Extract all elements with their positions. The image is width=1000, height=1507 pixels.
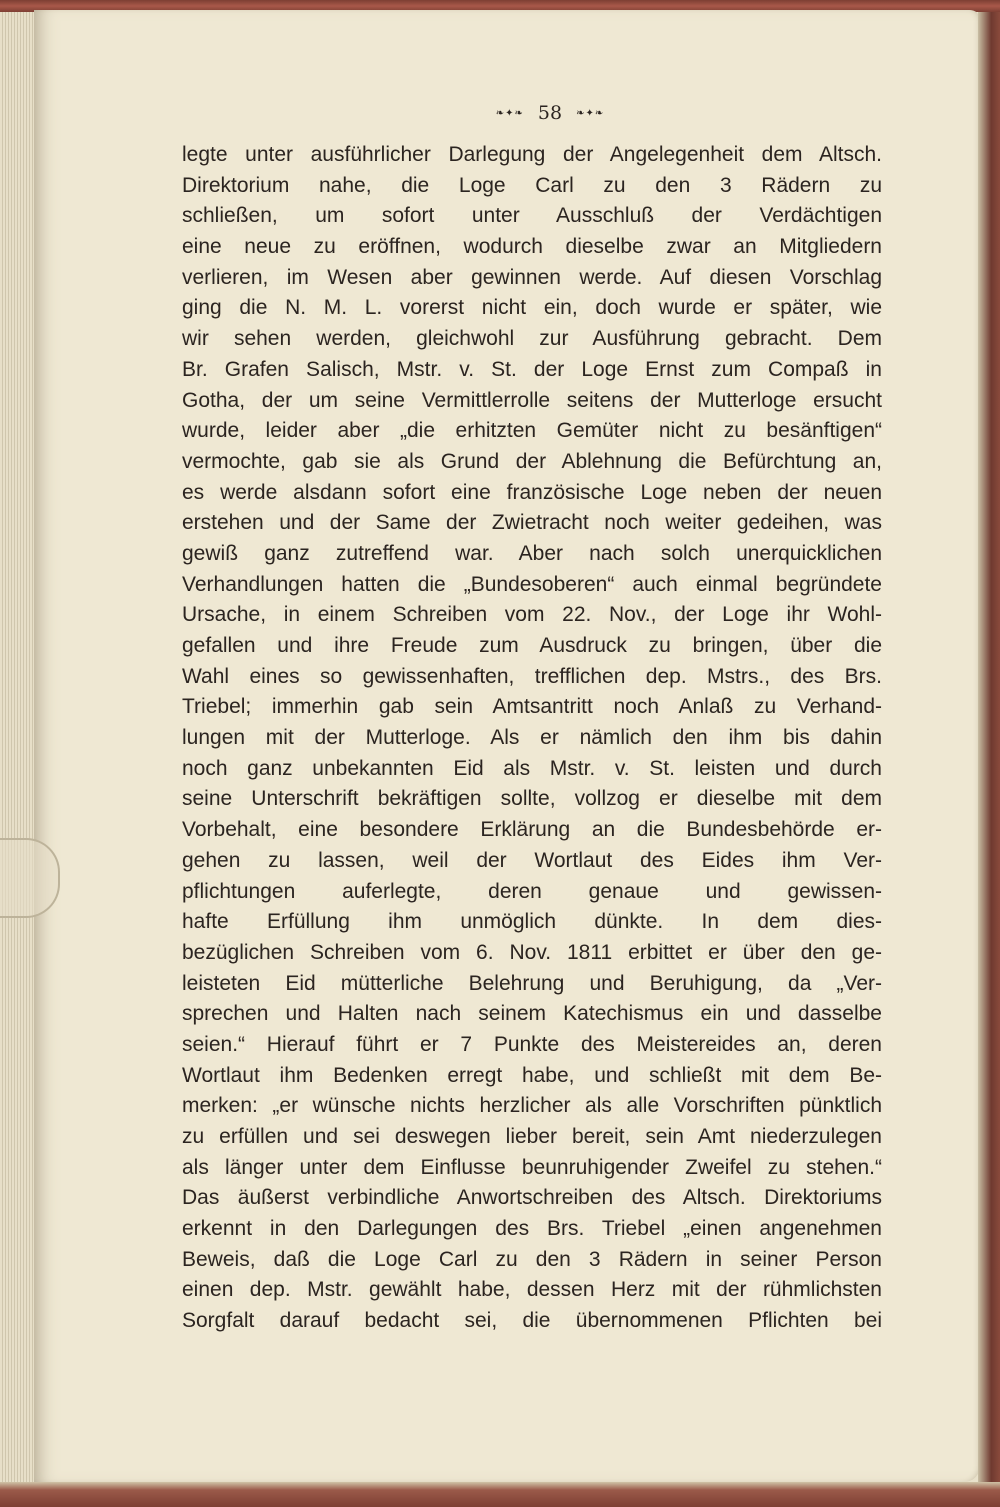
- text-line: Das äußerst verbindliche Anwortschreiben des Altsch. Direktoriums: [182, 1186, 882, 1210]
- header-ornament-right: ❧✦❧: [576, 107, 605, 119]
- page-number: 58: [537, 102, 563, 124]
- text-line: eine neue zu eröffnen, wodurch dieselbe zwar an Mitgliedern: [182, 235, 882, 259]
- text-line: erkennt in den Darlegungen des Brs. Triebel „einen angenehmen: [182, 1217, 882, 1241]
- book-cover-bottom-edge: [0, 1482, 1000, 1507]
- body-text: [182, 140, 882, 1337]
- text-line: wurde, leider aber „die erhitzten Gemüter nicht zu besänftigen“: [182, 419, 882, 443]
- text-line: bezüglichen Schreiben vom 6. Nov. 1811 erbittet er über den ge-: [182, 940, 882, 964]
- text-line: gehen zu lassen, weil der Wortlaut des Eides ihm Ver-: [182, 848, 882, 872]
- text-line: gewiß ganz zutreffend war. Aber nach solch unerquicklichen: [182, 541, 882, 565]
- text-line: Beweis, daß die Loge Carl zu den 3 Rädern in seiner Person: [182, 1247, 882, 1271]
- text-line: hafte Erfüllung ihm unmöglich dünkte. In dem dies-: [182, 910, 882, 934]
- text-line: Wahl eines so gewissenhaften, trefflichen dep. Mstrs., des Brs.: [182, 664, 882, 688]
- page-header: [470, 98, 630, 128]
- book-cover-right-edge: [978, 12, 1000, 1507]
- text-line: merken: „er wünsche nichts herzlicher als alle Vorschriften pünktlich: [182, 1094, 882, 1118]
- text-line: leisteten Eid mütterliche Belehrung und Beruhigung, da „Ver-: [182, 971, 882, 995]
- text-line: vermochte, gab sie als Grund der Ablehnung die Befürchtung an,: [182, 449, 882, 473]
- text-line: lungen mit der Mutterloge. Als er nämlich den ihm bis dahin: [182, 726, 882, 750]
- text-line: verlieren, im Wesen aber gewinnen werde. Auf diesen Vorschlag: [182, 265, 882, 289]
- text-line: Br. Grafen Salisch, Mstr. v. St. der Loge Ernst zum Compaß in: [182, 357, 882, 381]
- text-line: es werde alsdann sofort eine französische Loge neben der neuen: [182, 480, 882, 504]
- text-line: seine Unterschrift bekräftigen sollte, vollzog er dieselbe mit dem: [182, 787, 882, 811]
- text-line: gefallen und ihre Freude zum Ausdruck zu bringen, über die: [182, 634, 882, 657]
- text-line: Sorgfalt darauf bedacht sei, die übernommenen Pflichten bei: [182, 1309, 882, 1333]
- text-line: seien.“ Hierauf führt er 7 Punkte des Meistereides an, deren: [182, 1032, 882, 1056]
- text-line: Wortlaut ihm Bedenken erregt habe, und schließt mit dem Be-: [182, 1063, 882, 1087]
- text-line: sprechen und Halten nach seinem Katechismus ein und dasselbe: [182, 1002, 882, 1026]
- text-line: einen dep. Mstr. gewählt habe, dessen Herz mit der rühmlichsten: [182, 1278, 882, 1302]
- text-line: erstehen und der Same der Zwietracht noch weiter gedeihen, was: [182, 511, 882, 535]
- text-line: als länger unter dem Einflusse beunruhigender Zweifel zu stehen.“: [182, 1155, 882, 1179]
- text-line: ging die N. M. L. vorerst nicht ein, doch wurde er später, wie: [182, 296, 882, 320]
- text-line: legte unter ausführlicher Darlegung der Angelegenheit dem Altsch.: [182, 143, 882, 166]
- text-line: Ursache, in einem Schreiben vom 22. Nov., der Loge ihr Wohl-: [182, 603, 882, 627]
- text-line: Direktorium nahe, die Loge Carl zu den 3 Rädern zu: [182, 173, 882, 197]
- text-line: Vorbehalt, eine besondere Erklärung an die Bundesbehörde er-: [182, 818, 882, 842]
- text-line: wir sehen werden, gleichwohl zur Ausführung gebracht. Dem: [182, 327, 882, 351]
- text-line: Gotha, der um seine Vermittlerrolle seitens der Mutterloge ersucht: [182, 388, 882, 412]
- text-line: schließen, um sofort unter Ausschluß der Verdächtigen: [182, 204, 882, 228]
- text-line: noch ganz unbekannten Eid als Mstr. v. St. leisten und durch: [182, 756, 882, 780]
- text-line: Triebel; immerhin gab sein Amtsantritt noch Anlaß zu Verhand-: [182, 695, 882, 719]
- page-clip: [0, 838, 60, 918]
- page-stack-left-edge: [0, 12, 36, 1492]
- text-line: Verhandlungen hatten die „Bundesoberen“ auch einmal begründete: [182, 572, 882, 596]
- header-ornament-left: ❧✦❧: [495, 107, 524, 119]
- text-line: pflichtungen auferlegte, deren genaue und gewissen-: [182, 879, 882, 903]
- text-line: zu erfüllen und sei deswegen lieber bereit, sein Amt niederzulegen: [182, 1125, 882, 1148]
